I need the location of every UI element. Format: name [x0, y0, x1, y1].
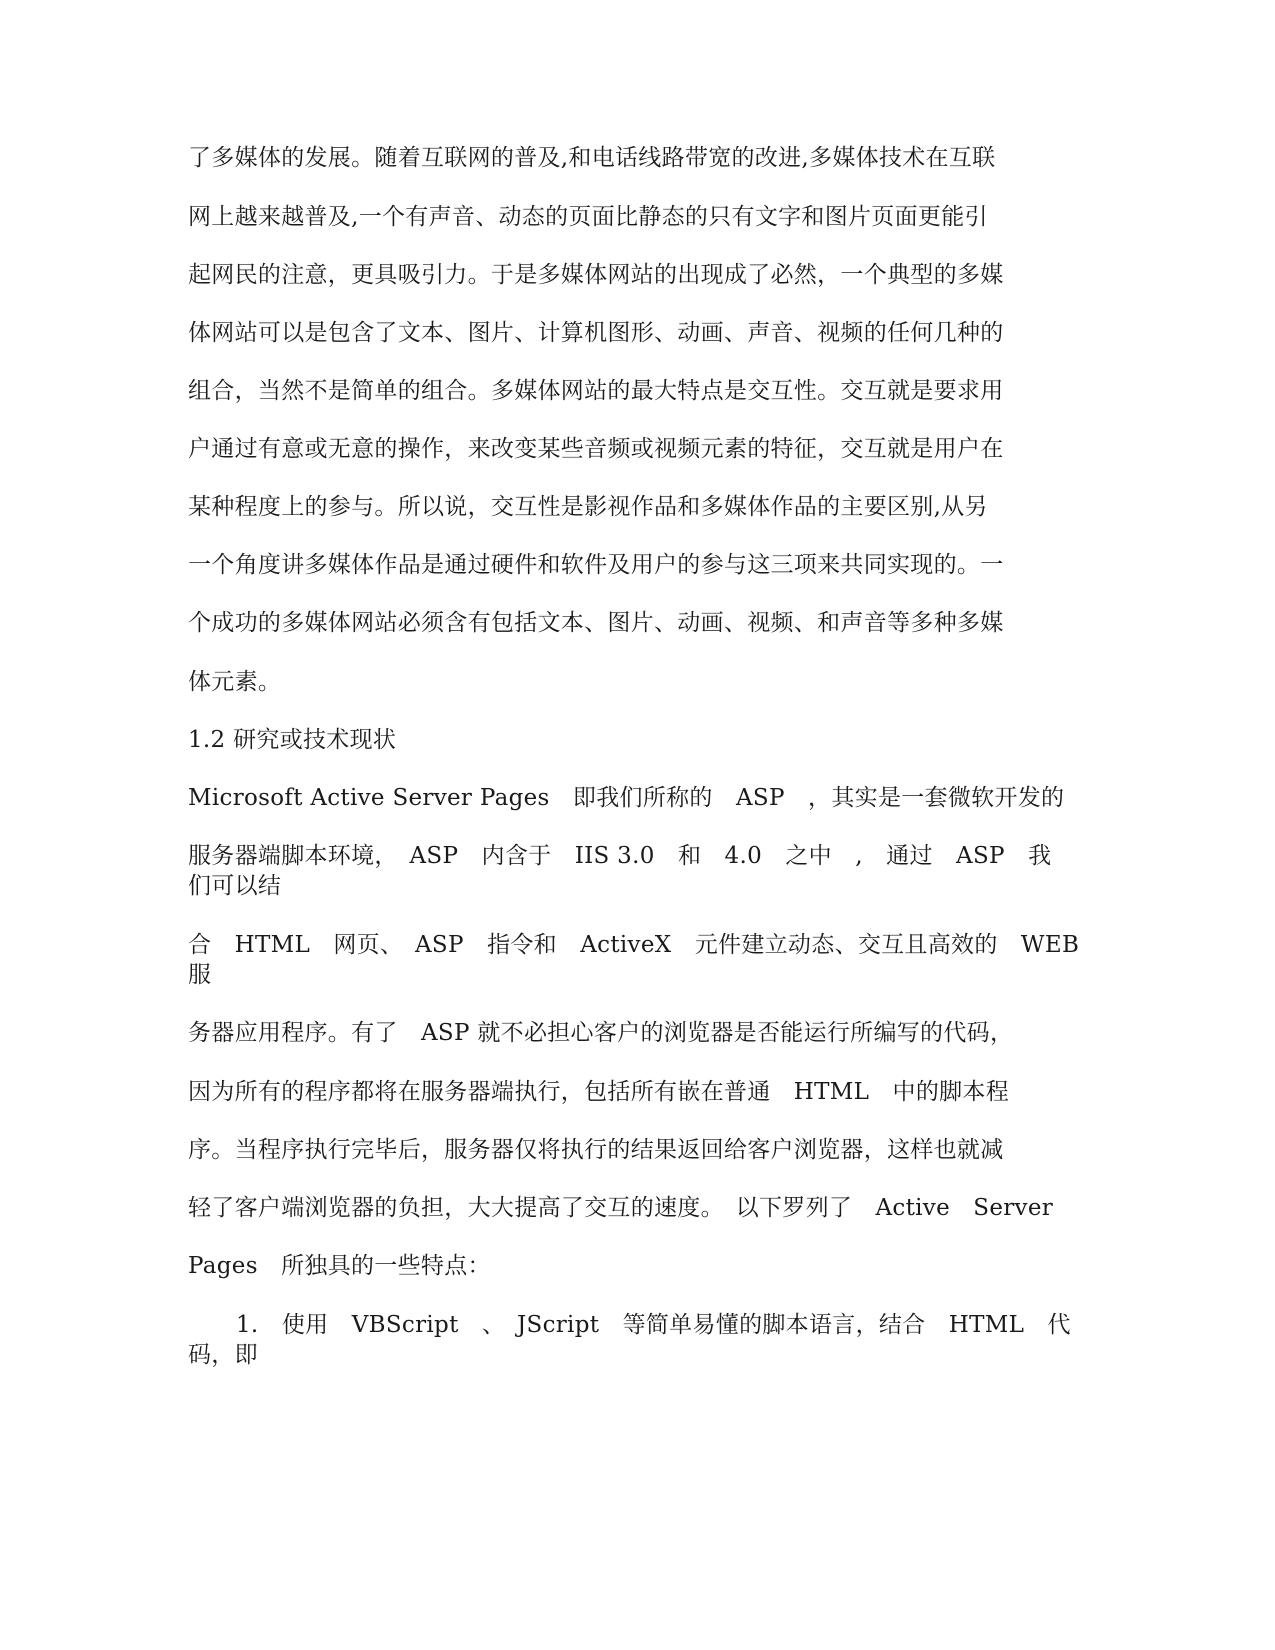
text-line: 合 HTML 网页、 ASP 指令和 ActiveX 元件建立动态、交互且高效的 WEB — [188, 932, 1080, 958]
text-line: 轻了客户端浏览器的负担，大大提高了交互的速度。 以下罗列了 Active Server — [188, 1195, 1054, 1221]
text-line: 服务器端脚本环境， ASP 内含于 IIS 3.0 和 4.0 之中 , 通过 ASP 我 — [188, 843, 1052, 869]
section-heading: 1.2 研究或技术现状 — [188, 727, 397, 753]
text-line: 一个角度讲多媒体作品是通过硬件和软件及用户的参与这三项来共同实现的。一 — [188, 552, 1004, 578]
text-line: 务器应用程序。有了 ASP 就不必担心客户的浏览器是否能运行所编写的代码， — [188, 1020, 1014, 1046]
text-line: 了多媒体的发展。随着互联网的普及,和电话线路带宽的改进,多媒体技术在互联 — [188, 145, 996, 171]
text-line: 网上越来越普及,一个有声音、动态的页面比静态的只有文字和图片页面更能引 — [188, 204, 988, 230]
text-line: 起网民的注意，更具吸引力。于是多媒体网站的出现成了必然，一个典型的多媒 — [188, 262, 1004, 288]
text-line: 体网站可以是包含了文本、图片、计算机图形、动画、声音、视频的任何几种的 — [188, 320, 1004, 346]
text-line: Microsoft Active Server Pages 即我们所称的 ASP ，其实是一套微软开发的 — [188, 785, 1065, 811]
text-line: 服 — [188, 962, 212, 988]
text-line: 个成功的多媒体网站必须含有包括文本、图片、动画、视频、和声音等多种多媒 — [188, 610, 1004, 636]
text-line: 们可以结 — [188, 873, 282, 899]
text-line: 序。当程序执行完毕后，服务器仅将执行的结果返回给客户浏览器，这样也就减 — [188, 1137, 1004, 1163]
list-item: 1. 使用 VBScript 、 JScript 等简单易懂的脚本语言，结合 HTML 代 — [236, 1312, 1071, 1338]
text-line: Pages 所独具的一些特点： — [188, 1253, 491, 1279]
text-line: 因为所有的程序都将在服务器端执行，包括所有嵌在普通 HTML 中的脚本程 — [188, 1079, 1010, 1105]
text-line: 码，即 — [188, 1342, 258, 1368]
text-line: 户通过有意或无意的操作，来改变某些音频或视频元素的特征，交互就是用户在 — [188, 436, 1004, 462]
text-line: 体元素。 — [188, 669, 282, 695]
text-line: 某种程度上的参与。所以说，交互性是影视作品和多媒体作品的主要区别,从另 — [188, 494, 988, 520]
text-line: 组合，当然不是简单的组合。多媒体网站的最大特点是交互性。交互就是要求用 — [188, 378, 1004, 404]
